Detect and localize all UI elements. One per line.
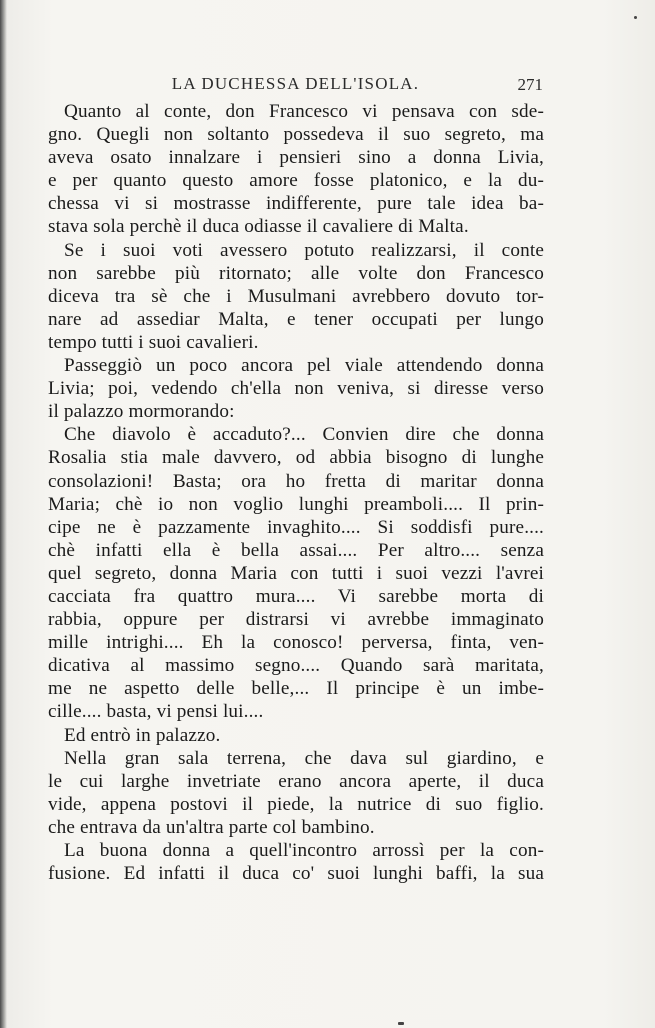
text-line: cille.... basta, vi pensi lui.... [48, 701, 264, 723]
body-text [48, 100, 544, 885]
paper-speck [634, 16, 637, 19]
text-line: gno. Quegli non soltanto possedeva il suo segreto, ma [48, 124, 544, 146]
text-line: il palazzo mormorando: [48, 401, 235, 423]
text-line: Maria; chè io non voglio lunghi preamboli.... Il prin- [48, 493, 544, 515]
text-line: stava sola perchè il duca odiasse il cavaliere di Malta. [48, 216, 469, 238]
text-line: dicativa al massimo segno.... Quando sarà maritata, [48, 655, 544, 677]
text-line: le cui larghe invetriate erano ancora aperte, il duca [48, 770, 544, 792]
page-number: 271 [517, 75, 543, 94]
text-line: Nella gran sala terrena, che dava sul giardino, e [64, 747, 544, 769]
text-line: diceva tra sè che i Musulmani avrebbero dovuto tor- [48, 285, 544, 307]
text-line: Se i suoi voti avessero potuto realizzarsi, il conte [64, 239, 544, 261]
text-line: e per quanto questo amore fosse platonico, e la du- [48, 170, 544, 192]
page-edge-shadow [0, 0, 7, 1028]
text-line: tempo tutti i suoi cavalieri. [48, 331, 259, 353]
text-line: Ed entrò in palazzo. [64, 724, 221, 746]
text-line: fusione. Ed infatti il duca co' suoi lunghi baffi, la sua [48, 863, 544, 885]
text-line: Rosalia stia male davvero, od abbia bisogno di lunghe [48, 447, 544, 469]
text-line: rabbia, oppure per distrarsi vi avrebbe immaginato [48, 609, 544, 631]
text-line: chessa vi si mostrasse indifferente, pure tale idea ba- [48, 193, 544, 215]
text-line: consolazioni! Basta; ora ho fretta di maritar donna [48, 470, 544, 492]
text-line: chè infatti ella è bella assai.... Per altro.... senza [48, 539, 544, 561]
text-line: che entrava da un'altra parte col bambino. [48, 816, 375, 838]
text-line: me ne aspetto delle belle,... Il principe è un imbe- [48, 678, 544, 700]
text-line: mille intrighi.... Eh la conosco! perversa, finta, ven- [48, 632, 544, 654]
paper-speck [398, 1022, 404, 1025]
text-line: cipe ne è pazzamente invaghito.... Si soddisfi pure.... [48, 516, 544, 538]
page-header [48, 74, 543, 98]
text-line: La buona donna a quell'incontro arrossì per la con- [64, 840, 544, 861]
text-line: Quanto al conte, don Francesco vi pensava con sde- [64, 101, 544, 122]
text-line: cacciata fra quattro mura.... Vi sarebbe morta di [48, 585, 544, 607]
text-line: aveva osato innalzare i pensieri sino a donna Livia, [48, 147, 544, 169]
text-line: non sarebbe più ritornato; alle volte don Francesco [48, 262, 544, 284]
text-line: Che diavolo è accaduto?... Convien dire che donna [64, 424, 544, 446]
text-line: quel segreto, donna Maria con tutti i suoi vezzi l'avrei [48, 562, 544, 584]
running-title: LA DUCHESSA DELL'ISOLA. [171, 74, 420, 93]
text-line: Passeggiò un poco ancora pel viale attendendo donna [64, 355, 544, 377]
text-line: vide, appena postovi il piede, la nutrice di suo figlio. [48, 793, 544, 815]
text-line: Livia; poi, vedendo ch'ella non veniva, si diresse verso [48, 378, 544, 400]
text-line: nare ad assediar Malta, e tener occupati per lungo [48, 308, 544, 330]
